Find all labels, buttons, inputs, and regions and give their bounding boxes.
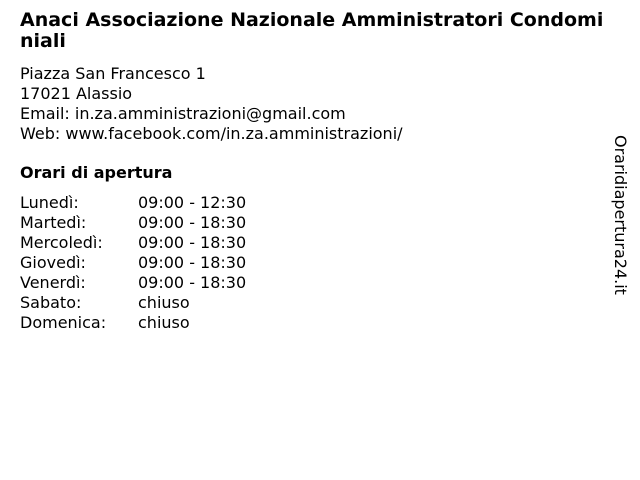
day-label: Domenica: (20, 313, 107, 332)
hours-row (20, 233, 246, 253)
time-value: 09:00 - 18:30 (138, 233, 247, 252)
day-label: Martedì: (20, 213, 87, 232)
site-watermark: Oraridiapertura24.it (611, 135, 630, 295)
hours-row (20, 253, 246, 273)
time-value: 09:00 - 18:30 (138, 273, 247, 292)
time-value: 09:00 - 18:30 (138, 253, 247, 272)
time-value: chiuso (138, 293, 190, 312)
time-value: 09:00 - 12:30 (138, 193, 247, 212)
email-line[interactable]: Email: in.za.amministrazioni@gmail.com (20, 104, 346, 123)
day-label: Venerdì: (20, 273, 86, 292)
time-value: chiuso (138, 313, 190, 332)
hours-row (20, 273, 246, 293)
day-label: Mercoledì: (20, 233, 103, 252)
time-value: 09:00 - 18:30 (138, 213, 247, 232)
opening-hours-heading: Orari di apertura (20, 163, 173, 182)
hours-row (20, 193, 246, 213)
hours-row (20, 313, 246, 333)
address-block (20, 64, 403, 144)
day-label: Lunedì: (20, 193, 79, 212)
day-label: Sabato: (20, 293, 82, 312)
hours-row (20, 293, 246, 313)
hours-row (20, 213, 246, 233)
website-line[interactable]: Web: www.facebook.com/in.za.amministrazioni/ (20, 124, 403, 143)
street-address: Piazza San Francesco 1 (20, 64, 206, 83)
business-name: Anaci Associazione Nazionale Amministratori Condominiali (20, 9, 604, 52)
opening-hours-table (20, 193, 246, 333)
city-address: 17021 Alassio (20, 84, 133, 103)
day-label: Giovedì: (20, 253, 86, 272)
